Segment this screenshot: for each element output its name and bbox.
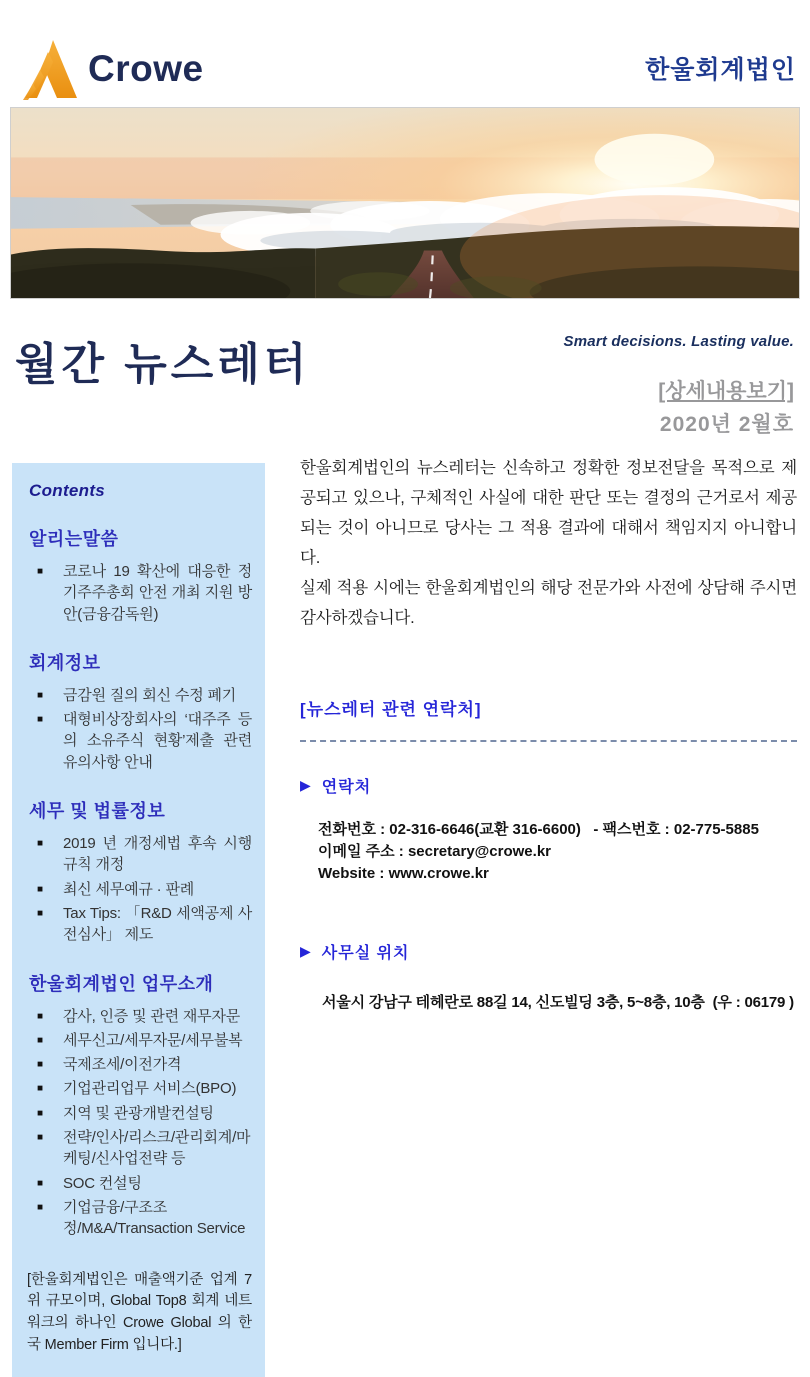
list-item[interactable] <box>37 685 252 706</box>
tax-legal-list <box>37 833 252 945</box>
firm-name: 한울회계법인 <box>645 56 796 84</box>
contact-heading-label: 연락처 <box>321 779 372 797</box>
header <box>20 38 796 104</box>
website-line: Website : www.crowe.kr <box>318 864 489 882</box>
list-item[interactable] <box>37 1054 252 1075</box>
list-item[interactable] <box>37 1030 252 1051</box>
detail-view-link[interactable]: [상세내용보기] <box>658 380 794 403</box>
list-item-label: 지역 및 관광개발컨설팅 <box>63 1104 214 1122</box>
bullet-square-icon: ■ <box>37 1010 44 1022</box>
main-content <box>300 443 797 1012</box>
list-item-label: Tax Tips: 「R&D 세액공제 사전심사」 제도 <box>63 904 252 944</box>
hero-image <box>10 107 800 299</box>
issue-label: 2020년 2월호 <box>659 413 794 436</box>
bullet-square-icon: ■ <box>37 1034 44 1046</box>
newsletter-contact-title: [뉴스레터 관련 연락처] <box>300 700 482 720</box>
tagline: Smart decisions. Lasting value. <box>563 333 794 350</box>
bullet-square-icon: ■ <box>37 566 44 577</box>
list-item[interactable] <box>37 879 252 900</box>
arrow-right-icon: ▶ <box>300 943 312 960</box>
list-item-label: 세무신고/세무자문/세무불복 <box>63 1031 243 1049</box>
accounting-list <box>37 685 252 773</box>
list-item-label: 금감원 질의 회신 수정 폐기 <box>63 686 237 704</box>
bullet-square-icon: ■ <box>37 1059 44 1071</box>
phone-fax-line: 전화번호 : 02-316-6646(교환 316-6600) - 팩스번호 : 02-775-5885 <box>318 821 759 839</box>
sidebar-heading-notices: 알리는말씀 <box>29 529 119 549</box>
list-item-label: 전략/인사/리스크/관리회계/마케팅/신사업전략 등 <box>63 1129 251 1168</box>
sidebar-heading-accounting: 회계정보 <box>29 652 101 673</box>
bullet-square-icon: ■ <box>37 838 44 850</box>
list-item-label: 대형비상장회사의 ‘대주주 등의 소유주식 현황’제출 관련 유의사항 안내 <box>63 711 252 771</box>
bullet-square-icon: ■ <box>37 1107 44 1119</box>
email-line: 이메일 주소 : secretary@crowe.kr <box>318 842 551 860</box>
list-item[interactable] <box>37 1103 252 1124</box>
list-item[interactable] <box>37 903 252 946</box>
list-item[interactable] <box>37 1006 252 1027</box>
list-item[interactable] <box>37 1127 252 1170</box>
list-item-label: 기업관리업무 서비스(BPO) <box>63 1080 237 1098</box>
crowe-logo <box>20 38 204 100</box>
contents-sidebar <box>12 463 265 1377</box>
disclaimer-paragraph-1: 한울회계법인의 뉴스레터는 신속하고 정확한 정보전달을 목적으로 제공되고 있으나, 구체적인 사실에 대한 판단 또는 결정의 근거로서 제공되는 것이 아니므로 당사는 그 적용 결과에 대해서 책임지지 아니합니다. <box>300 459 797 568</box>
bullet-square-icon: ■ <box>37 1132 44 1144</box>
firm-ranking-footnote: [한울회계법인은 매출액기준 업계 7 위 규모이며, Global Top8 회계 네트워크의 하나인 Crowe Global 의 한국 Member Firm 입니다.] <box>27 1271 252 1353</box>
list-item[interactable] <box>37 709 252 773</box>
bullet-square-icon: ■ <box>37 1201 44 1213</box>
sidebar-heading-tax-legal: 세무 및 법률정보 <box>29 801 166 822</box>
list-item-label: 국제조세/이전가격 <box>63 1056 182 1074</box>
services-list <box>37 1006 252 1240</box>
page-title: 월간 뉴스레터 <box>15 340 311 389</box>
sidebar-heading-services: 한울회계법인 업무소개 <box>29 973 214 994</box>
bullet-square-icon: ■ <box>37 1177 44 1189</box>
list-item[interactable] <box>37 1173 252 1194</box>
list-item[interactable] <box>37 561 252 625</box>
sunset-road-illustration <box>11 108 799 298</box>
list-item-label: 기업금융/구조조정/M&A/Transaction Service <box>63 1198 246 1238</box>
contact-details <box>318 819 797 884</box>
bullet-square-icon: ■ <box>37 883 44 895</box>
bullet-square-icon: ■ <box>37 689 44 701</box>
list-item[interactable] <box>37 1078 252 1099</box>
notice-list <box>37 561 252 625</box>
masthead-right <box>564 333 794 438</box>
list-item-label: 감사, 인증 및 관련 재무자문 <box>63 1007 241 1025</box>
list-item-label: 코로나 19 확산에 대응한 정기주주총회 안전 개최 지원 방안(금융감독원) <box>63 563 252 623</box>
list-item-label: 2019 년 개정세법 후속 시행 규칙 개정 <box>63 835 252 874</box>
contents-title: Contents <box>29 481 106 500</box>
list-item-label: 최신 세무예규 · 판례 <box>63 880 195 898</box>
bullet-square-icon: ■ <box>37 714 44 726</box>
office-address: 서울시 강남구 테헤란로 88길 14, 신도빌딩 3층, 5~8층, 10층 (우 : 06179 ) <box>322 994 794 1012</box>
arrow-right-icon: ▶ <box>300 777 312 794</box>
crowe-mountain-icon <box>20 38 78 100</box>
office-heading <box>300 940 797 963</box>
disclaimer-paragraph-2: 실제 적용 시에는 한울회계법인의 해당 전문가와 사전에 상담해 주시면 감사하겠습니다. <box>300 579 797 628</box>
office-heading-label: 사무실 위치 <box>321 945 410 963</box>
crowe-wordmark: Crowe <box>88 48 204 89</box>
bullet-square-icon: ■ <box>37 1083 44 1095</box>
list-item-label: SOC 컨설팅 <box>63 1174 142 1192</box>
bullet-square-icon: ■ <box>37 907 44 919</box>
list-item[interactable] <box>37 1197 252 1240</box>
dashed-divider <box>300 740 797 742</box>
contact-heading <box>300 774 797 797</box>
list-item[interactable] <box>37 833 252 876</box>
